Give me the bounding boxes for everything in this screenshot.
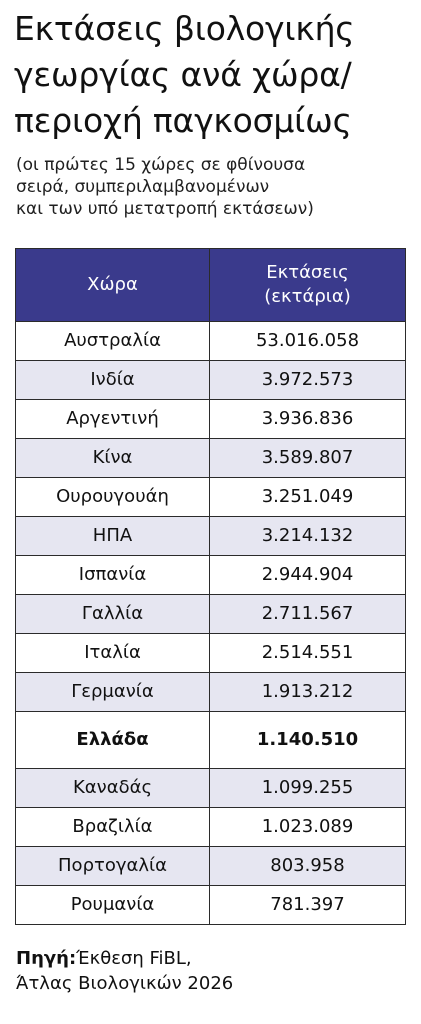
subtitle-line-2: σειρά, συμπεριλαμβανομένων (16, 177, 270, 197)
organic-area-table (15, 248, 406, 925)
country-cell: Ιταλία (16, 634, 210, 673)
table-row (16, 556, 406, 595)
area-cell: 2.944.904 (210, 556, 406, 595)
page-subtitle (16, 154, 416, 220)
subtitle-line-3: και των υπό μετατροπή εκτάσεων) (16, 199, 314, 219)
source-note (16, 946, 416, 996)
area-cell: 2.514.551 (210, 634, 406, 673)
country-cell: Γερμανία (16, 673, 210, 712)
header-area (210, 249, 406, 322)
area-cell: 1.140.510 (210, 712, 406, 769)
source-line-1 (16, 946, 416, 971)
source-text-1: Έκθεση FiBL, (76, 948, 192, 969)
table-row (16, 808, 406, 847)
title-line-3: περιοχή παγκοσμίως (14, 101, 352, 140)
country-cell: Πορτογαλία (16, 847, 210, 886)
area-cell: 3.936.836 (210, 400, 406, 439)
country-cell: Ισπανία (16, 556, 210, 595)
area-cell: 781.397 (210, 886, 406, 925)
area-cell: 803.958 (210, 847, 406, 886)
table-row (16, 673, 406, 712)
table-header-row (16, 249, 406, 322)
area-cell: 2.711.567 (210, 595, 406, 634)
table-row (16, 769, 406, 808)
table-row-highlighted (16, 712, 406, 769)
country-cell: Κίνα (16, 439, 210, 478)
country-cell: Αυστραλία (16, 322, 210, 361)
country-cell: Αργεντινή (16, 400, 210, 439)
title-line-1: Εκτάσεις βιολογικής (14, 9, 355, 48)
table-row (16, 439, 406, 478)
title-line-2: γεωργίας ανά χώρα/ (14, 55, 352, 94)
table-row (16, 847, 406, 886)
area-cell: 3.214.132 (210, 517, 406, 556)
country-cell: Ινδία (16, 361, 210, 400)
table-row (16, 361, 406, 400)
country-cell: Βραζιλία (16, 808, 210, 847)
country-cell: Ελλάδα (16, 712, 210, 769)
area-cell: 1.099.255 (210, 769, 406, 808)
header-area-line-2: (εκτάρια) (264, 286, 351, 307)
area-cell: 3.972.573 (210, 361, 406, 400)
country-cell: ΗΠΑ (16, 517, 210, 556)
country-cell: Ουρουγουάη (16, 478, 210, 517)
source-label: Πηγή: (16, 948, 77, 969)
table-row (16, 886, 406, 925)
table-row (16, 634, 406, 673)
area-cell: 3.589.807 (210, 439, 406, 478)
data-table-container (15, 248, 405, 925)
table-row (16, 478, 406, 517)
country-cell: Ρουμανία (16, 886, 210, 925)
area-cell: 1.913.212 (210, 673, 406, 712)
source-line-2: Άτλας Βιολογικών 2026 (16, 973, 234, 994)
country-cell: Καναδάς (16, 769, 210, 808)
subtitle-line-1: (οι πρώτες 15 χώρες σε φθίνουσα (16, 155, 306, 175)
table-row (16, 322, 406, 361)
table-row (16, 595, 406, 634)
table-row (16, 400, 406, 439)
header-area-line-1: Εκτάσεις (266, 262, 349, 283)
table-row (16, 517, 406, 556)
page-title (14, 6, 414, 144)
area-cell: 53.016.058 (210, 322, 406, 361)
area-cell: 1.023.089 (210, 808, 406, 847)
area-cell: 3.251.049 (210, 478, 406, 517)
country-cell: Γαλλία (16, 595, 210, 634)
header-country: Χώρα (16, 249, 210, 322)
